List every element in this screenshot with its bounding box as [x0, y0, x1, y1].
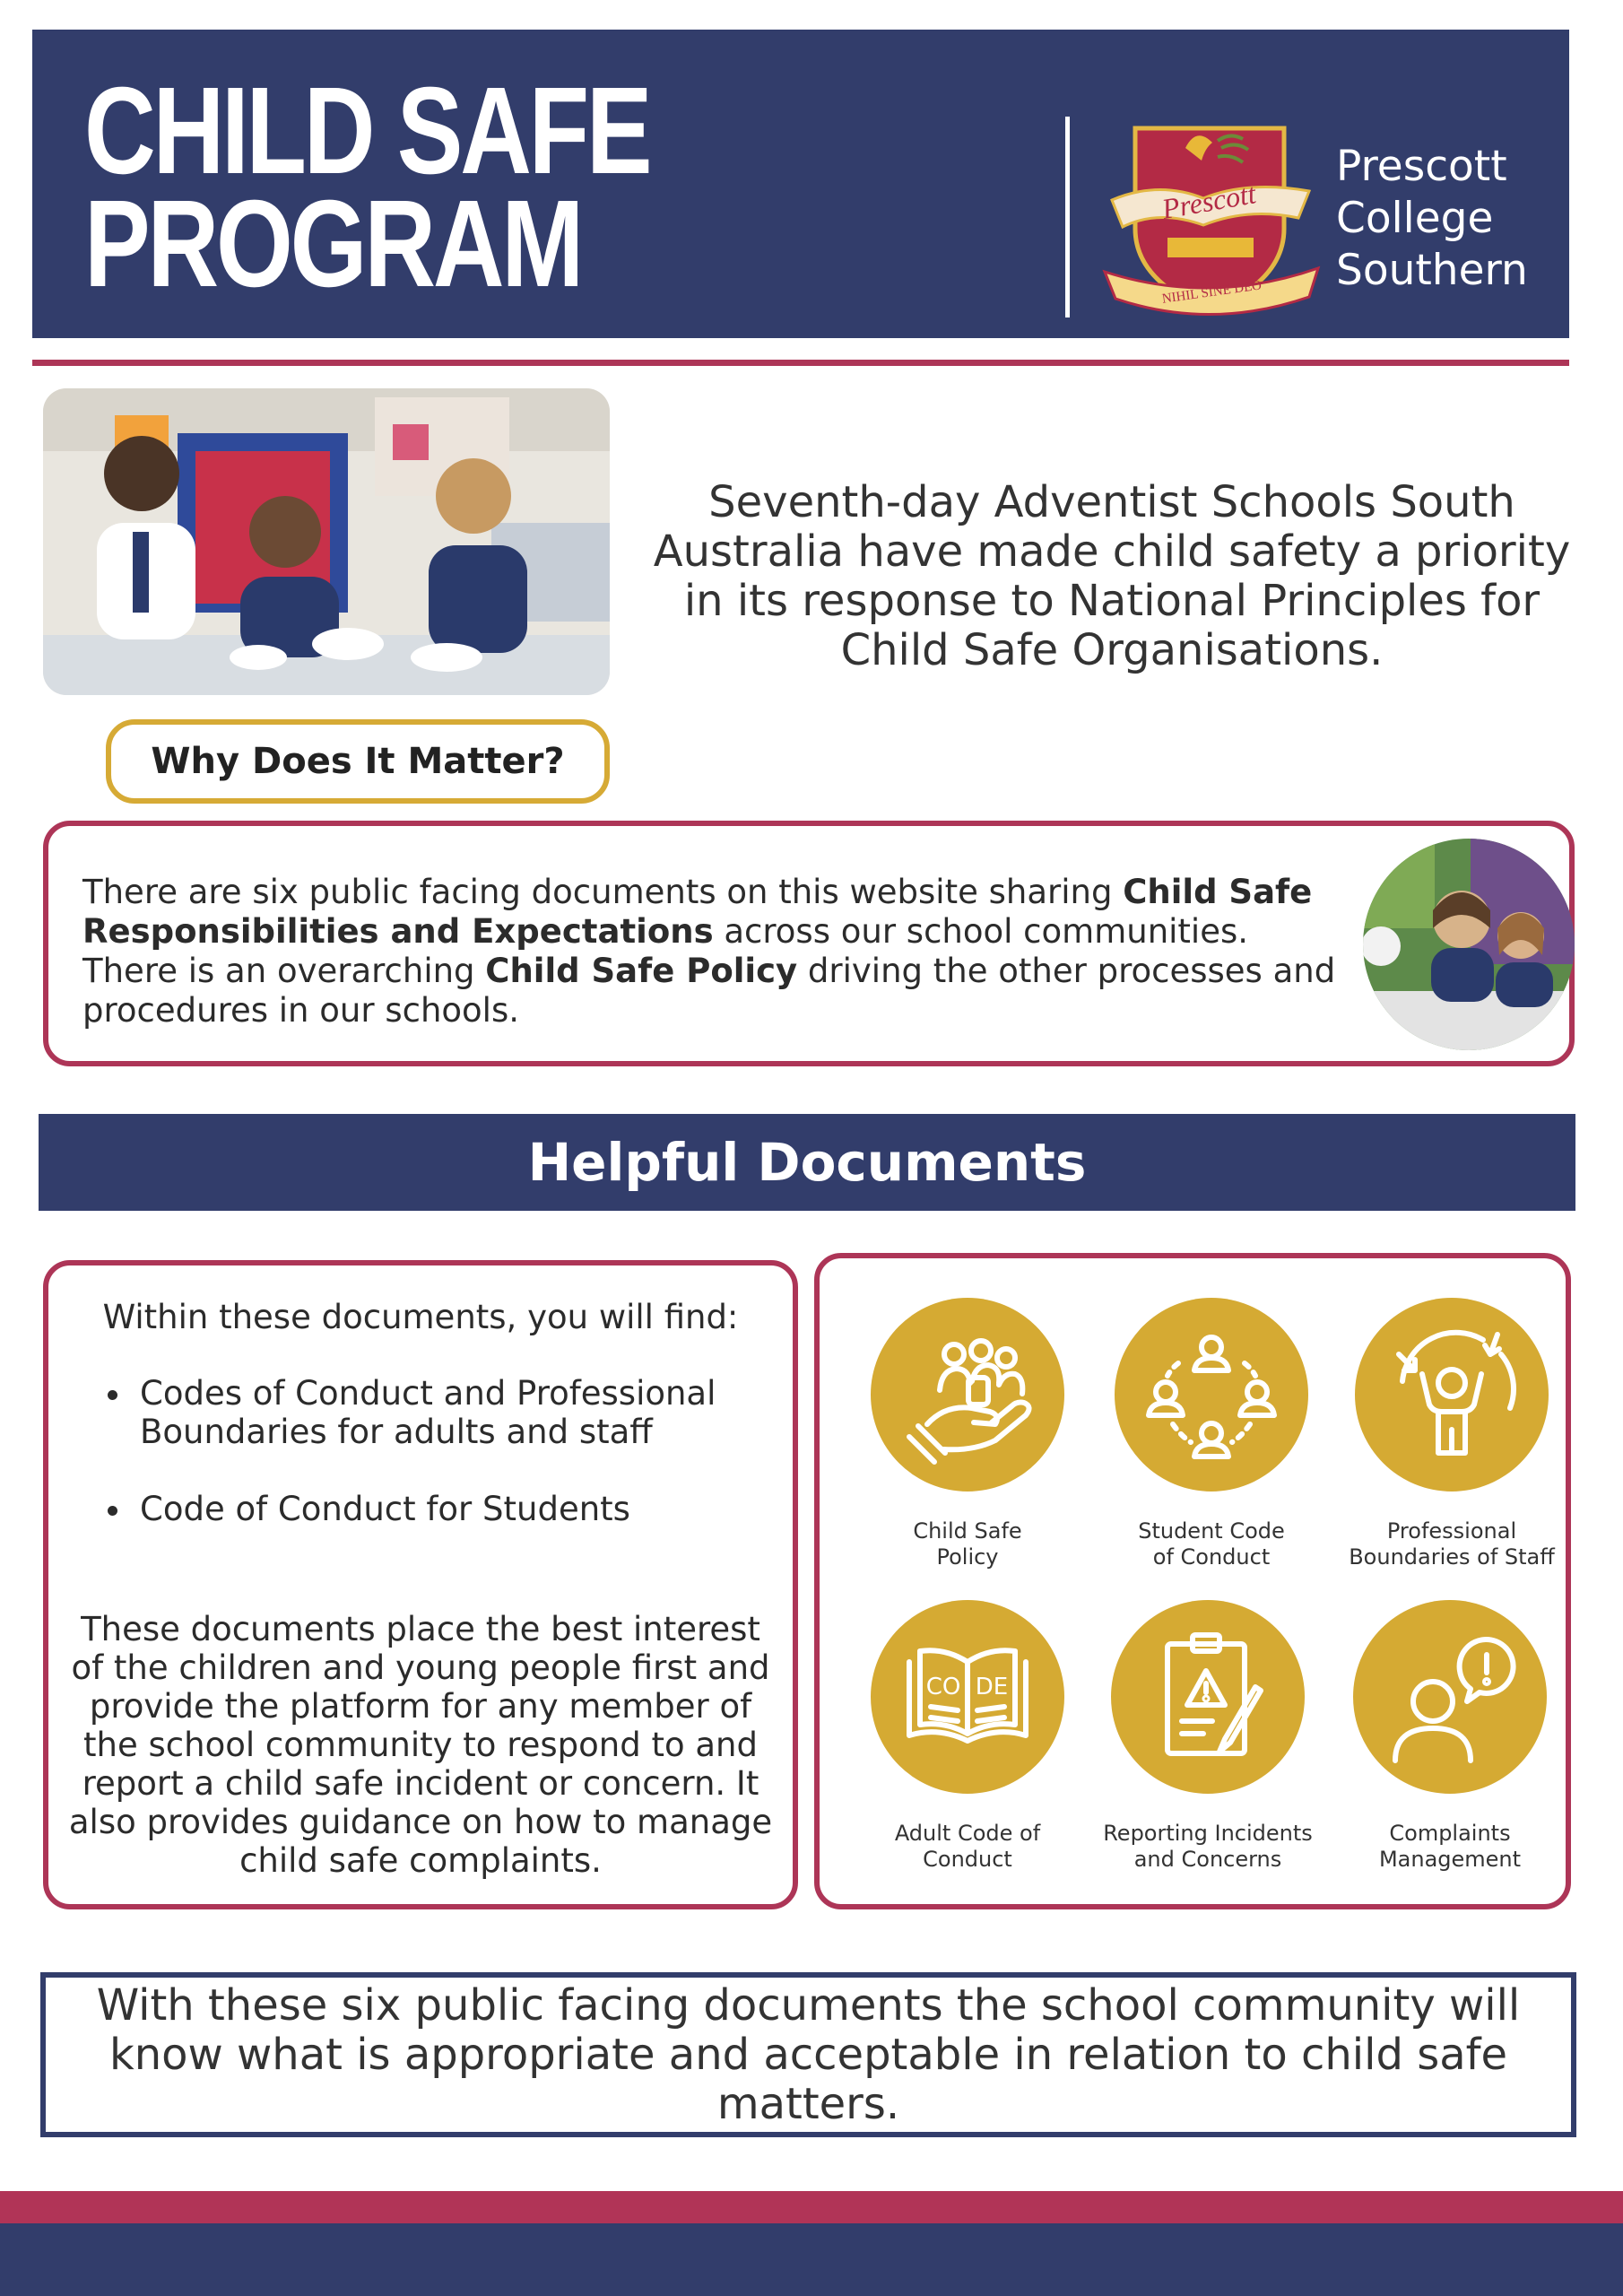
bullet-item: Code of Conduct for Students [108, 1490, 753, 1528]
doc-label-line: Management [1378, 1847, 1522, 1872]
why-heading: Why Does It Matter? [106, 719, 610, 804]
doc-label-line: Reporting Incidents [1103, 1821, 1313, 1846]
doc-label-line: Policy [936, 1544, 999, 1570]
why-paragraph [82, 873, 1347, 1031]
doc-label-line: Adult Code of [894, 1821, 1041, 1846]
helpful-documents-heading: Helpful Documents [39, 1114, 1575, 1211]
clipboard-warning-icon [1132, 1621, 1284, 1773]
doc-reporting-incidents[interactable] [1087, 1600, 1329, 1873]
svg-text:Prescott: Prescott [1159, 177, 1259, 226]
doc-adult-code-of-conduct[interactable] [846, 1600, 1089, 1873]
why-box [43, 821, 1575, 1066]
doc-label-line: Child Safe [913, 1518, 1022, 1544]
program-title [84, 62, 650, 313]
doc-label-line: of Conduct [1152, 1544, 1271, 1570]
college-name-line-2: College [1336, 194, 1494, 243]
intro-statement: Seventh-day Adventist Schools South Australia have made child safety a priority in its response to National Principles for Child Safe Organisations. [653, 477, 1571, 675]
doc-label-line: and Concerns [1133, 1847, 1282, 1872]
doc-complaints-management[interactable] [1329, 1600, 1571, 1873]
footer-stripe [0, 2191, 1623, 2223]
people-circle-icon [1135, 1318, 1288, 1471]
doc-student-code-of-conduct[interactable] [1090, 1298, 1332, 1570]
header-rule [32, 360, 1569, 366]
why-text-3: driving the other processes and procedures in our schools. [82, 952, 1336, 1030]
documents-icon-grid [814, 1253, 1571, 1909]
hand-people-icon [891, 1318, 1044, 1471]
header-banner [32, 30, 1569, 338]
college-name-line-1: Prescott [1336, 142, 1507, 191]
why-text-1: There are six public facing documents on this website sharing [82, 873, 1124, 911]
college-name [1336, 141, 1528, 297]
svg-text:DE: DE [975, 1674, 1009, 1700]
person-alert-icon [1374, 1621, 1526, 1773]
documents-body: These documents place the best interest of the children and young people first and provide the platform for any member of the school community to respond to and report a child safe incident or concern. It also provides guidance on how to manage child safe complaints. [68, 1610, 773, 1880]
college-crest-logo [1096, 121, 1329, 318]
doc-label-line: Boundaries of Staff [1349, 1544, 1555, 1570]
documents-lead: Within these documents, you will find: [102, 1298, 739, 1336]
title-line-1: CHILD SAFE [84, 62, 650, 200]
documents-bullet-list [108, 1374, 753, 1567]
doc-professional-boundaries[interactable] [1331, 1298, 1573, 1570]
teacher-student-photo [1363, 839, 1575, 1050]
svg-text:NIHIL SINE DEO: NIHIL SINE DEO [1160, 278, 1263, 307]
doc-label-line: Student Code [1138, 1518, 1285, 1544]
footer-bar [0, 2223, 1623, 2296]
college-name-line-3: Southern [1336, 246, 1528, 295]
svg-text:CO: CO [925, 1674, 961, 1700]
documents-summary-box [43, 1260, 798, 1909]
why-text-2: across our school communities. There is an overarching [82, 912, 1249, 990]
why-bold-2: Child Safe Policy [485, 952, 798, 990]
classroom-photo [43, 388, 610, 695]
code-book-icon [891, 1621, 1044, 1773]
doc-label-line: Conduct [923, 1847, 1012, 1872]
title-line-2: PROGRAM [84, 175, 582, 313]
doc-label-line: Professional [1386, 1518, 1517, 1544]
boundary-person-icon [1376, 1318, 1528, 1471]
why-bold-1: Child Safe Responsibilities and Expectations [82, 873, 1313, 951]
doc-child-safe-policy[interactable] [846, 1298, 1089, 1570]
bullet-item: Codes of Conduct and Professional Boundaries for adults and staff [108, 1374, 753, 1451]
closing-statement: With these six public facing documents the school community will know what is appropriate and acceptable in relation to child safe matters. [40, 1972, 1576, 2137]
header-divider [1065, 117, 1070, 317]
doc-label-line: Complaints [1389, 1821, 1511, 1846]
